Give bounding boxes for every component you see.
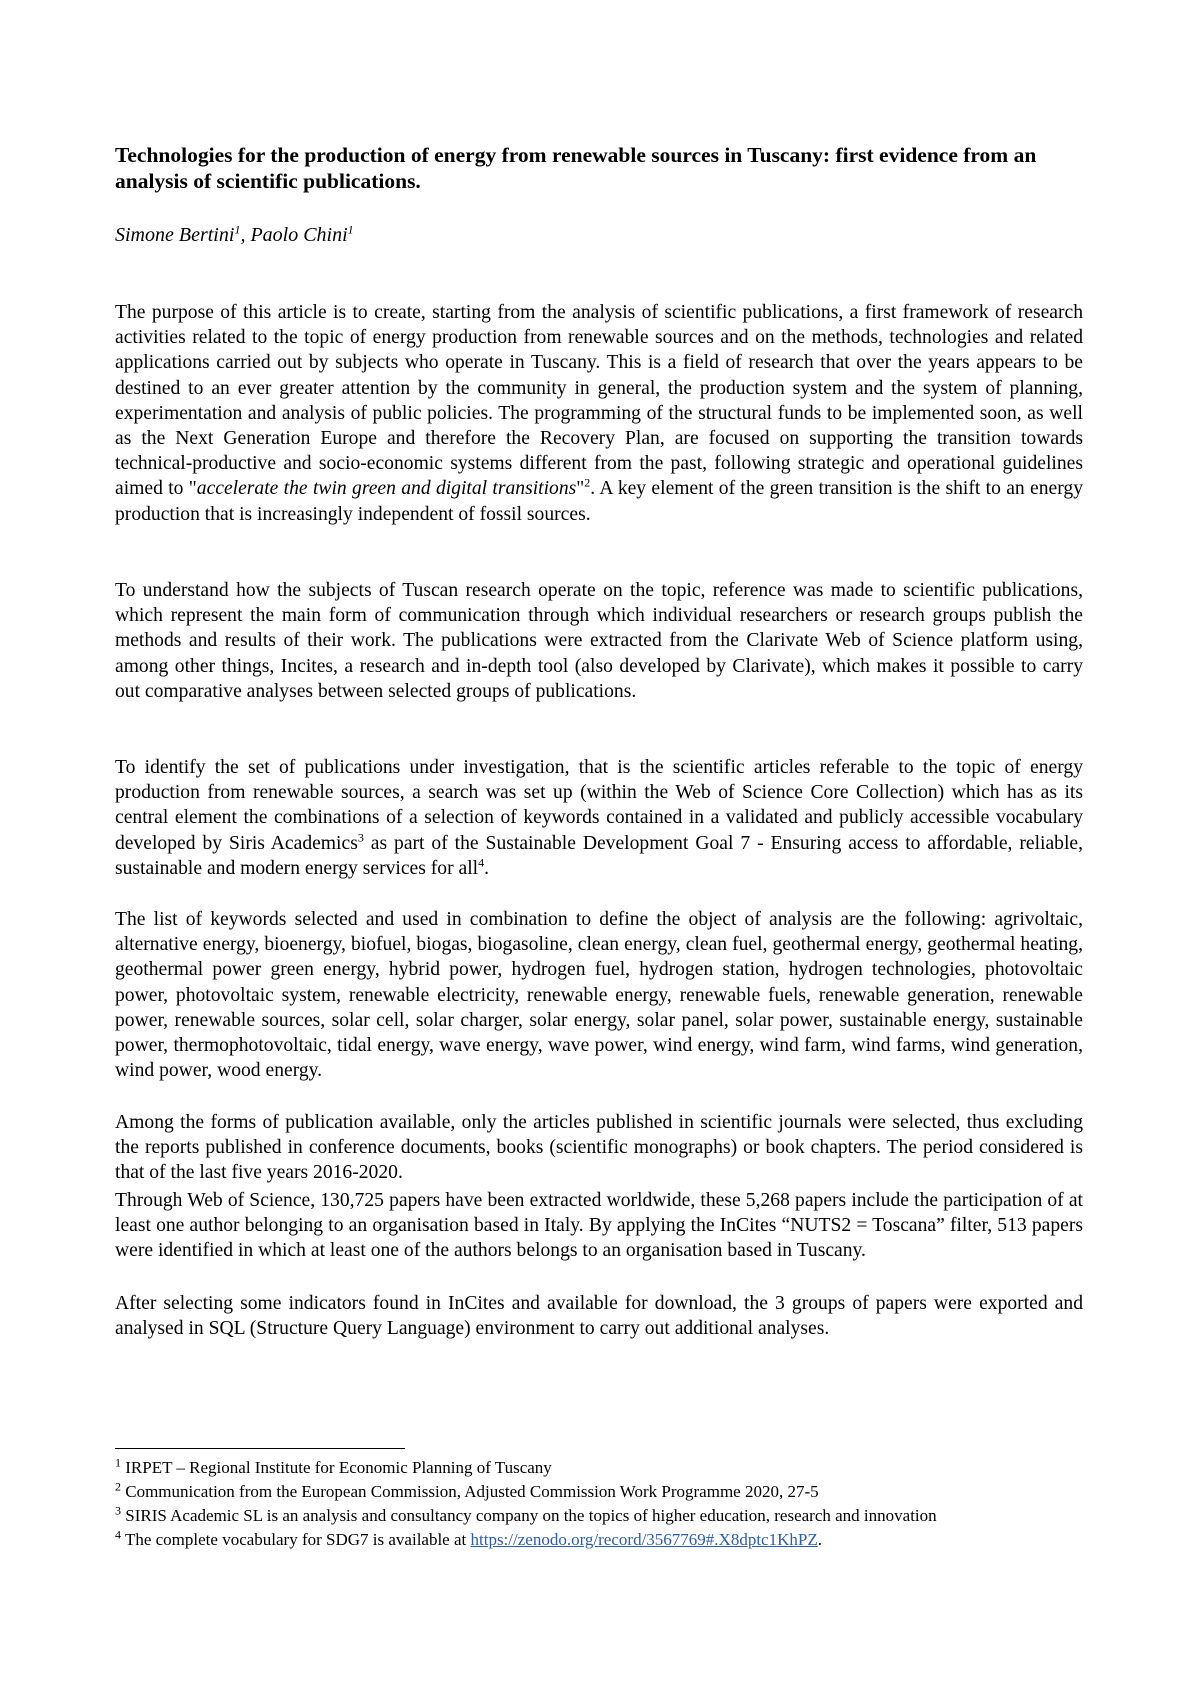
- article-title: Technologies for the production of energy from renewable sources in Tuscany: first evidence from an analysis of scientific publications.: [115, 143, 1037, 193]
- footnote-text: Communication from the European Commission, Adjusted Commission Work Programme 2020, 27-5: [125, 1482, 819, 1501]
- paragraph-text: To identify the set of publications under investigation, that is the scientific articles referable to the topic of energy production from renewable sources, a search was set up (within the Web of Science Core Collection) which has as its central element the combinations of a selection of keywords contained in a validated and publicly accessible vocabulary developed by Siris Academics: [115, 757, 1083, 854]
- paragraph-text: .: [484, 857, 489, 879]
- footnote-number: 4: [115, 1527, 121, 1542]
- affiliation-marker: 1: [234, 222, 241, 237]
- paragraph-selection: Among the forms of publication available, only the articles published in scientific journals were selected, thus excluding the reports published in conference documents, books (scientific monographs) or book chapters. The period considered is that of the last five years 2016-2020.: [115, 1112, 1083, 1184]
- author-line: [115, 223, 354, 247]
- paragraph-text: as part of the Sustainable Development Goal 7 - Ensuring access to affordable, reliable, sustainable and modern energy services for all: [115, 832, 1083, 879]
- paragraph-export: After selecting some indicators found in InCites and available for download, the 3 groups of papers were exported and analysed in SQL (Structure Query Language) environment to carry out additional analyses.: [115, 1293, 1083, 1340]
- paragraph-text: The purpose of this article is to create, starting from the analysis of scientific publications, a first framework of research activities related to the topic of energy production from renewable sources and on the methods, technologies and related applications carried out by subjects who operate in Tuscany. This is a field of research that over the years appears to be destined to an ever greater attention by the community in general, the production system and the system of planning, experimentation and analysis of public policies. The programming of the structural funds to be implemented soon, as well as the Next Generation Europe and therefore the Recovery Plan, are focused on supporting the transition towards technical-productive and socio-economic systems different from the past, following strategic and operational guidelines aimed to ": [115, 302, 1083, 500]
- footnote-ref[interactable]: 4: [478, 855, 485, 870]
- footnote-number: 3: [115, 1503, 121, 1518]
- author-name: Simone Bertini: [115, 224, 235, 246]
- paragraph-method: To understand how the subjects of Tuscan research operate on the topic, reference was made to scientific publications, which represent the main form of communication through which individual researchers or research groups publish the methods and results of their work. The publications were extracted from the Clarivate Web of Science platform using, among other things, Incites, a research and in-depth tool (also developed by Clarivate), which makes it possible to carry out comparative analyses between selected groups of publications.: [115, 580, 1083, 702]
- footnote-item: [115, 1480, 1083, 1504]
- footnote-number: 2: [115, 1479, 121, 1494]
- paragraph-purpose: [115, 300, 1083, 527]
- author-separator: ,: [240, 224, 251, 246]
- affiliation-marker: 1: [347, 222, 354, 237]
- footnote-text: IRPET – Regional Institute for Economic Planning of Tuscany: [125, 1458, 552, 1477]
- footnote-number: 1: [115, 1455, 121, 1470]
- paragraph-text: ": [576, 478, 585, 500]
- quoted-phrase: accelerate the twin green and digital transitions: [196, 478, 577, 500]
- footnote-text: .: [817, 1530, 822, 1549]
- footnotes: [115, 1456, 1083, 1552]
- footnote-text: The complete vocabulary for SDG7 is available at: [124, 1530, 471, 1549]
- footnote-divider: [115, 1448, 405, 1449]
- zenodo-link[interactable]: https://zenodo.org/record/3567769#.X8dptc1KhPZ: [470, 1530, 818, 1549]
- footnote-text: SIRIS Academic SL is an analysis and consultancy company on the topics of higher education, research and innovation: [125, 1506, 937, 1525]
- footnote-item: [115, 1504, 1083, 1528]
- author-name: Paolo Chini: [250, 224, 348, 246]
- paragraph-text: . A key element of the green transition is the shift to an energy production that is increasingly independent of fossil sources.: [115, 478, 1083, 525]
- footnote-item: [115, 1528, 1083, 1552]
- paragraph-keywords: The list of keywords selected and used in combination to define the object of analysis are the following: agrivoltaic, alternative energy, bioenergy, biofuel, biogas, biogasoline, clean energy, clean fuel, geothermal energy, geothermal heating, geothermal power green energy, hybrid power, hydrogen fuel, hydrogen station, hydrogen technologies, photovoltaic power, photovoltaic system, renewable electricity, renewable energy, renewable fuels, renewable generation, renewable power, renewable sources, solar cell, solar charger, solar energy, solar panel, solar power, sustainable energy, sustainable power, thermophotovoltaic, tidal energy, wave energy, wave power, wind energy, wind farm, wind farms, wind generation, wind power, wood energy.: [115, 909, 1083, 1082]
- footnote-ref[interactable]: 2: [584, 475, 591, 490]
- footnote-ref[interactable]: 3: [357, 830, 364, 845]
- paragraph-search: [115, 755, 1083, 881]
- footnote-item: [115, 1456, 1083, 1480]
- paragraph-extraction: Through Web of Science, 130,725 papers have been extracted worldwide, these 5,268 papers include the participation of at least one author belonging to an organisation based in Italy. By applying the InCites “NUTS2 = Toscana” filter, 513 papers were identified in which at least one of the authors belongs to an organisation based in Tuscany.: [115, 1190, 1083, 1262]
